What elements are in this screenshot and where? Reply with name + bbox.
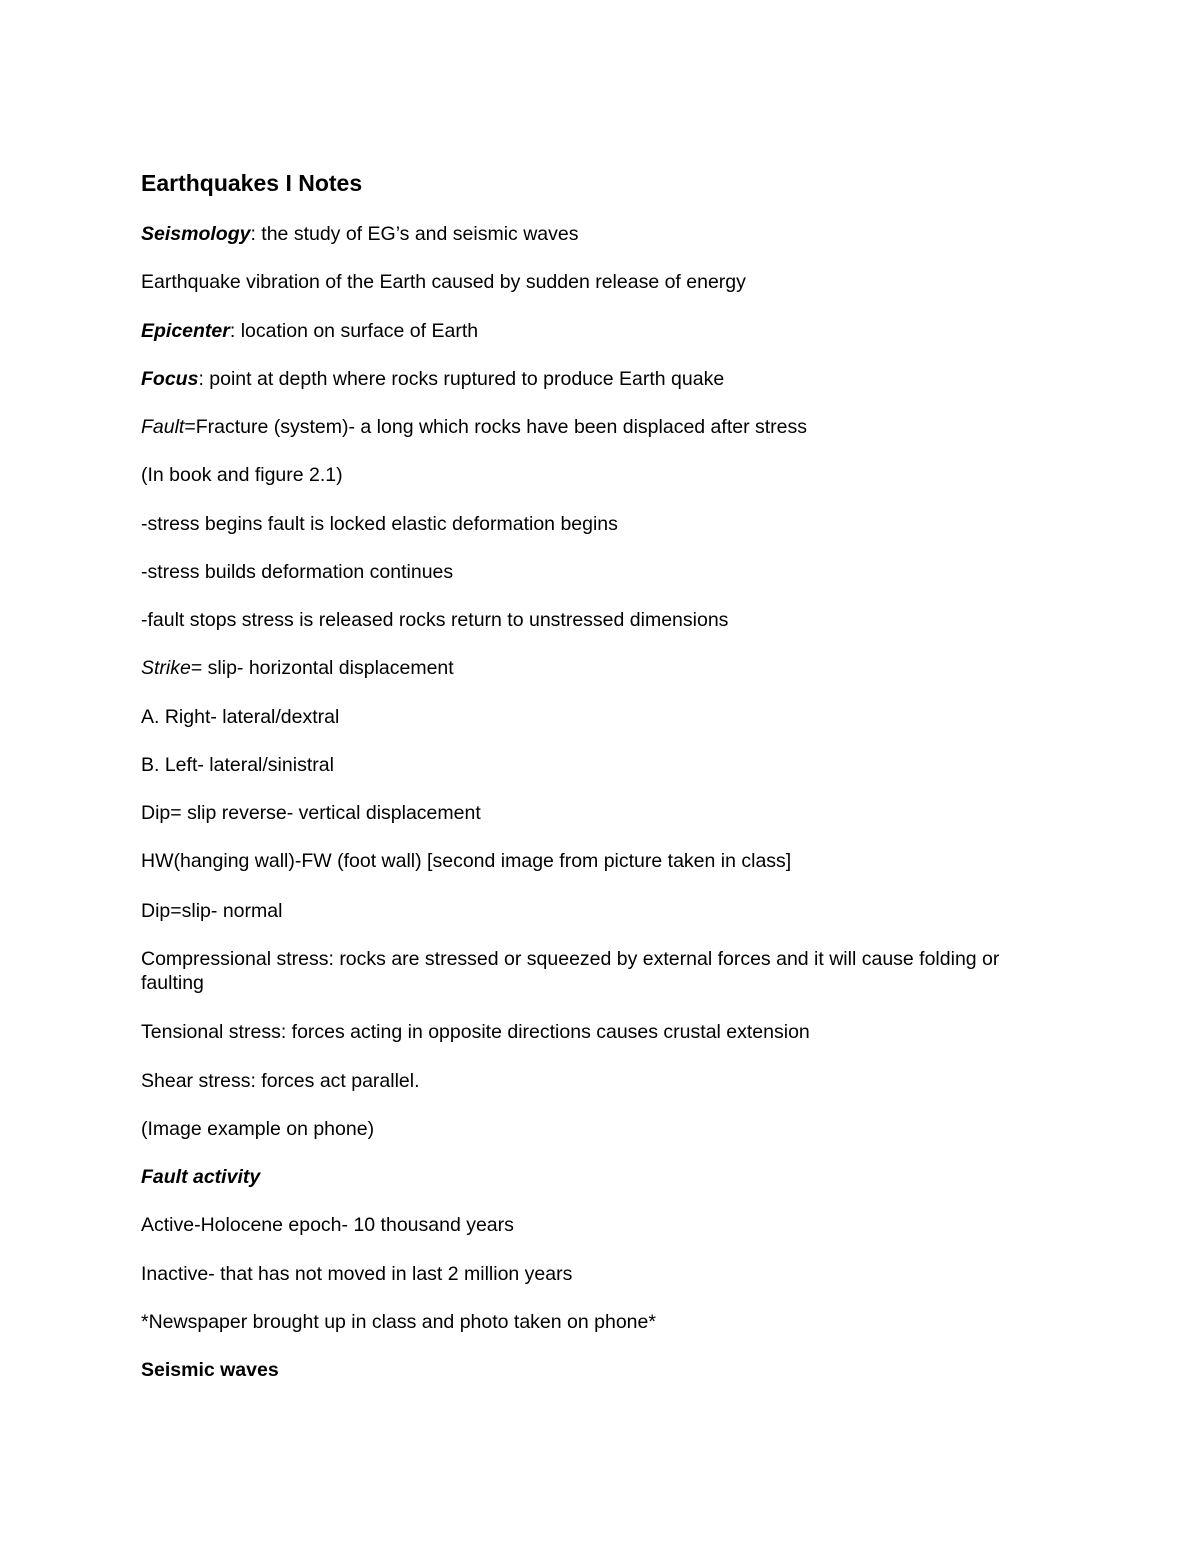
- paragraph-text: HW(hanging wall)-FW (foot wall) [second image from picture taken in class]: [141, 850, 792, 872]
- paragraph-image-example: [141, 1117, 1021, 1141]
- definition-fault: =Fracture (system)- a long which rocks have been displaced after stress: [184, 416, 807, 438]
- paragraph-text: Active-Holocene epoch- 10 thousand years: [141, 1214, 514, 1236]
- paragraph-tensional-stress: [141, 1020, 1021, 1044]
- paragraph-epicenter: [141, 319, 1021, 343]
- paragraph-text: (In book and figure 2.1): [141, 464, 343, 486]
- paragraph-hanging-wall: [141, 849, 1021, 873]
- paragraph-left-lateral: [141, 753, 1021, 777]
- definition-seismology: : the study of EG’s and seismic waves: [250, 223, 579, 245]
- term-strike: Strike: [141, 657, 191, 679]
- heading-seismic-waves: [141, 1358, 1021, 1382]
- paragraph-text: Earthquake vibration of the Earth caused by sudden release of energy: [141, 271, 746, 293]
- paragraph-dip-normal: [141, 899, 1021, 923]
- paragraph-seismology: [141, 222, 1021, 246]
- paragraph-text: *Newspaper brought up in class and photo taken on phone*: [141, 1311, 656, 1333]
- paragraph-right-lateral: [141, 705, 1021, 729]
- paragraph-text: Compressional stress: rocks are stressed or squeezed by external forces and it will cause folding or faulting: [141, 948, 1000, 994]
- paragraph-compressional-stress: [141, 947, 1011, 995]
- paragraph-fault: [141, 415, 1021, 439]
- page-title: Earthquakes I Notes: [141, 170, 363, 196]
- paragraph-text: -stress builds deformation continues: [141, 561, 454, 583]
- definition-strike: = slip- horizontal displacement: [190, 657, 454, 679]
- paragraph-active-fault: [141, 1213, 1021, 1237]
- definition-focus: : point at depth where rocks ruptured to produce Earth quake: [198, 368, 725, 390]
- heading-text: Seismic waves: [141, 1359, 279, 1381]
- paragraph-text: -fault stops stress is released rocks return to unstressed dimensions: [141, 609, 729, 631]
- term-focus: Focus: [141, 368, 199, 390]
- term-seismology: Seismology: [141, 223, 251, 245]
- paragraph-text: -stress begins fault is locked elastic deformation begins: [141, 513, 618, 535]
- paragraph-inactive-fault: [141, 1262, 1021, 1286]
- paragraph-shear-stress: [141, 1069, 1021, 1093]
- paragraph-text: B. Left- lateral/sinistral: [141, 754, 334, 776]
- paragraph-text: A. Right- lateral/dextral: [141, 706, 340, 728]
- paragraph-text: (Image example on phone): [141, 1118, 375, 1140]
- paragraph-newspaper-note: [141, 1310, 1021, 1334]
- heading-fault-activity: [141, 1165, 1021, 1189]
- paragraph-text: Shear stress: forces act parallel.: [141, 1070, 420, 1092]
- term-epicenter: Epicenter: [141, 320, 230, 342]
- paragraph-stress-builds: [141, 560, 1021, 584]
- paragraph-text: Tensional stress: forces acting in opposite directions causes crustal extension: [141, 1021, 810, 1043]
- paragraph-fault-stops: [141, 608, 1021, 632]
- heading-text: Fault activity: [141, 1166, 261, 1188]
- paragraph-text: Inactive- that has not moved in last 2 million years: [141, 1263, 573, 1285]
- paragraph-book-reference: [141, 463, 1021, 487]
- paragraph-focus: [141, 367, 1021, 391]
- paragraph-text: Dip= slip reverse- vertical displacement: [141, 802, 481, 824]
- paragraph-stress-begins: [141, 512, 1021, 536]
- paragraph-dip-reverse: [141, 801, 1021, 825]
- paragraph-strike: [141, 656, 1021, 680]
- paragraph-text: Dip=slip- normal: [141, 900, 283, 922]
- term-fault: Fault: [141, 416, 185, 438]
- definition-epicenter: : location on surface of Earth: [229, 320, 479, 342]
- paragraph-earthquake: [141, 270, 1021, 294]
